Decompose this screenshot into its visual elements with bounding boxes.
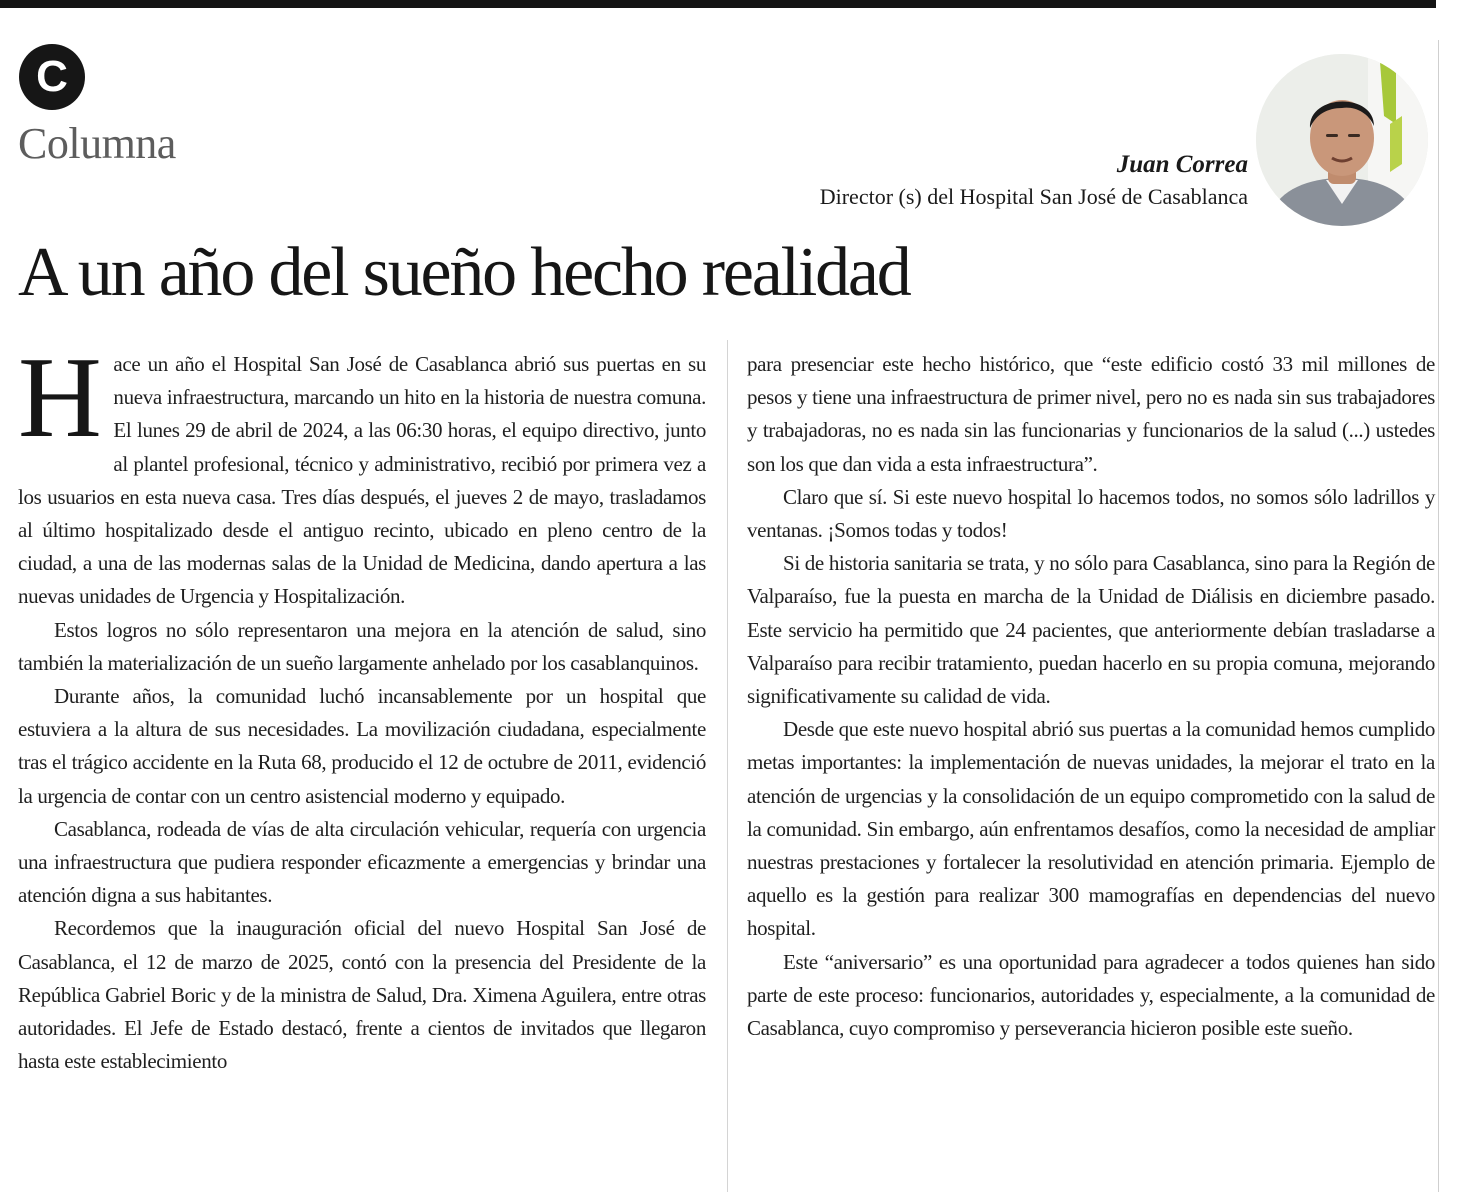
paragraph: Este “aniversario” es una oportunidad para agradecer a todos quienes han sido parte de este proceso: funcionarios, autoridades y, especialmente, a la comunidad de Casablanca, cuyo compromiso y perseverancia hicieron posible este sueño. bbox=[747, 949, 1435, 1041]
paragraph: Desde que este nuevo hospital abrió sus puertas a la comunidad hemos cumplido metas importantes: la implementación de nuevas unidades, la mejorar el trato en la atención de urgencias y la consolidación de un equipo comprometido con la salud de la comunidad. Sin embargo, aún enfrentamos desafíos, como la necesidad de ampliar nuestras prestaciones y fortalecer la resolutividad en atención primaria. Ejemplo de aquello es la gestión para realizar 300 mamografías en dependencias del nuevo hospital. bbox=[747, 717, 1435, 941]
right-rule bbox=[1438, 40, 1439, 1192]
paragraph-text: ace un año el Hospital San José de Casablanca abrió sus puertas en su nueva infraestructura, marcando un hito en la historia de nuestra comuna. El lunes 29 de abril de 2024, a las 06:30 horas, el equipo directivo, junto al plantel profesional, técnico y administrativo, recibió por primera vez a los usuarios en esta nueva casa. Tres días después, el jueves 2 de mayo, trasladamos al último hospitalizado desde el antiguo recinto, ubicado en pleno centro de la ciudad, a una de las modernas salas de la Unidad de Medicina, dando apertura a las nuevas unidades de Urgencia y Hospitalización. bbox=[18, 352, 706, 609]
drop-cap: H bbox=[18, 334, 102, 462]
section-badge: C bbox=[19, 44, 85, 110]
column-divider bbox=[727, 340, 728, 1192]
paragraph: Claro que sí. Si este nuevo hospital lo hacemos todos, no somos sólo ladrillos y ventanas. ¡Somos todas y todos! bbox=[747, 484, 1435, 543]
paragraph: Durante años, la comunidad luchó incansablemente por un hospital que estuviera a la altura de sus necesidades. La movilización ciudadana, especialmente tras el trágico accidente en la Ruta 68, producido el 12 de octubre de 2011, evidenció la urgencia de contar con un centro asistencial moderno y equipado. bbox=[18, 684, 706, 808]
article-column-right bbox=[747, 348, 1435, 1045]
author-role: Director (s) del Hospital San José de Casablanca bbox=[819, 184, 1248, 209]
section-label: Columna bbox=[18, 119, 176, 168]
author-photo bbox=[1256, 54, 1428, 226]
paragraph: Recordemos que la inauguración oficial del nuevo Hospital San José de Casablanca, el 12 de marzo de 2025, contó con la presencia del Presidente de la República Gabriel Boric y de la ministra de Salud, Dra. Ximena Aguilera, entre otras autoridades. El Jefe de Estado destacó, frente a cientos de invitados que llegaron hasta este establecimiento bbox=[18, 916, 706, 1074]
author-name: Juan Correa bbox=[1116, 151, 1248, 178]
paragraph: Si de historia sanitaria se trata, y no sólo para Casablanca, sino para la Región de Valparaíso, fue la puesta en marcha de la Unidad de Diálisis en diciembre pasado. Este servicio ha permitido que 24 pacientes, que anteriormente debían trasladarse a Valparaíso para recibir tratamiento, puedan hacerlo en su propia comuna, mejorando significativamente su calidad de vida. bbox=[747, 551, 1435, 709]
paragraph: Casablanca, rodeada de vías de alta circulación vehicular, requería con urgencia una infraestructura que pudiera responder eficazmente a emergencias y brindar una atención digna a sus habitantes. bbox=[18, 816, 706, 908]
top-rule bbox=[0, 0, 1436, 8]
author-portrait-illustration bbox=[1256, 54, 1428, 226]
article-column-left bbox=[18, 334, 706, 1078]
headline: A un año del sueño hecho realidad bbox=[18, 234, 910, 311]
paragraph bbox=[18, 334, 706, 614]
paragraph: para presenciar este hecho histórico, que “este edificio costó 33 mil millones de pesos y tiene una infraestructura de primer nivel, pero no es nada sin sus trabajadores y trabajadoras, no es nada sin las funcionarias y funcionarios de la salud (...) ustedes son los que dan vida a esta infraestructura”. bbox=[747, 352, 1435, 476]
paragraph: Estos logros no sólo representaron una mejora en la atención de salud, sino también la materialización de un sueño largamente anhelado por los casablanquinos. bbox=[18, 617, 706, 675]
